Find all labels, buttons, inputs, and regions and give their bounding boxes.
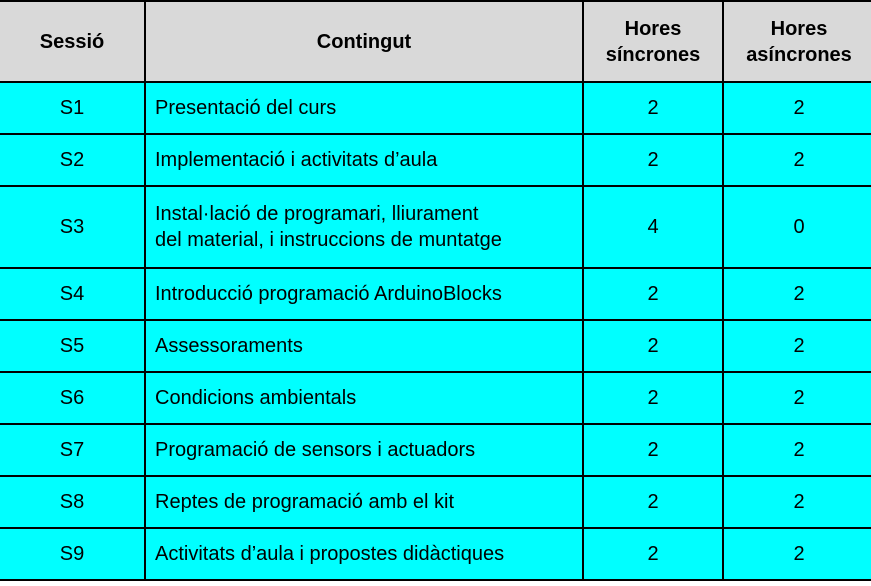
cell-content: Reptes de programació amb el kit — [145, 476, 583, 528]
cell-async-hours: 2 — [723, 424, 871, 476]
table-row — [0, 186, 871, 268]
header-session: Sessió — [0, 1, 145, 82]
cell-content: Introducció programació ArduinoBlocks — [145, 268, 583, 320]
table-row — [0, 476, 871, 528]
cell-sync-hours: 4 — [583, 186, 723, 268]
cell-content: Activitats d’aula i propostes didàctiques — [145, 528, 583, 580]
cell-session: S6 — [0, 372, 145, 424]
table-row — [0, 82, 871, 134]
cell-async-hours: 2 — [723, 82, 871, 134]
header-content: Contingut — [145, 1, 583, 82]
cell-content: Implementació i activitats d’aula — [145, 134, 583, 186]
cell-content: Programació de sensors i actuadors — [145, 424, 583, 476]
cell-session: S2 — [0, 134, 145, 186]
cell-content: Assessoraments — [145, 320, 583, 372]
cell-async-hours: 2 — [723, 320, 871, 372]
cell-async-hours: 2 — [723, 372, 871, 424]
cell-async-hours: 2 — [723, 134, 871, 186]
cell-sync-hours: 2 — [583, 134, 723, 186]
cell-sync-hours: 2 — [583, 528, 723, 580]
table-row — [0, 320, 871, 372]
cell-session: S4 — [0, 268, 145, 320]
cell-sync-hours: 2 — [583, 476, 723, 528]
header-async-line2: asíncrones — [746, 43, 852, 66]
cell-sync-hours: 2 — [583, 268, 723, 320]
table-row — [0, 424, 871, 476]
cell-session: S1 — [0, 82, 145, 134]
cell-async-hours: 2 — [723, 268, 871, 320]
header-sync-hours — [583, 1, 723, 82]
header-sync-line2: síncrones — [605, 43, 701, 66]
table-row — [0, 268, 871, 320]
cell-sync-hours: 2 — [583, 372, 723, 424]
cell-sync-hours: 2 — [583, 320, 723, 372]
cell-session: S8 — [0, 476, 145, 528]
cell-async-hours: 2 — [723, 476, 871, 528]
table-header-row — [0, 1, 871, 82]
cell-content-line1: Instal·lació de programari, lliurament — [155, 203, 479, 225]
cell-content-line2: del material, i instruccions de muntatge — [155, 229, 502, 251]
header-sync-line1: Hores — [624, 17, 682, 40]
header-async-hours — [723, 1, 871, 82]
cell-async-hours: 2 — [723, 528, 871, 580]
cell-async-hours: 0 — [723, 186, 871, 268]
cell-sync-hours: 2 — [583, 424, 723, 476]
cell-session: S9 — [0, 528, 145, 580]
table-row — [0, 134, 871, 186]
table-row — [0, 372, 871, 424]
table-row — [0, 528, 871, 580]
cell-sync-hours: 2 — [583, 82, 723, 134]
cell-session: S7 — [0, 424, 145, 476]
cell-content: Presentació del curs — [145, 82, 583, 134]
cell-content — [145, 186, 583, 268]
cell-session: S3 — [0, 186, 145, 268]
cell-session: S5 — [0, 320, 145, 372]
cell-content: Condicions ambientals — [145, 372, 583, 424]
header-async-line1: Hores — [770, 17, 828, 40]
